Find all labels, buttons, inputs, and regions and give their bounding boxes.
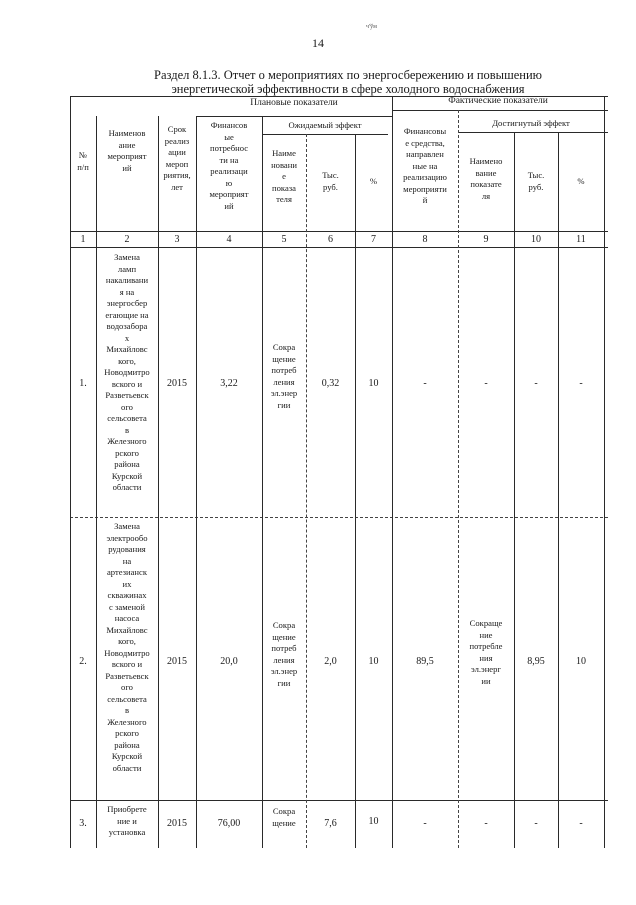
- col-number: 11: [576, 234, 586, 245]
- financing-value: 3,22: [220, 378, 238, 389]
- actual-thousand-rub-value: -: [534, 818, 538, 829]
- col-header-actual-percent: %: [577, 176, 585, 186]
- financing-value: 20,0: [220, 656, 238, 667]
- col-line-3: [196, 116, 197, 848]
- header-bottom-line: [70, 231, 608, 232]
- row-divider-2: [70, 800, 608, 801]
- col-number: 3: [174, 234, 180, 245]
- expected-effect-line: [262, 134, 388, 135]
- col-header-percent: %: [369, 176, 378, 186]
- thousand-rub-value: 2,0: [324, 656, 337, 667]
- col-header-actual-indicator: Наимено вание показате ля: [469, 156, 503, 201]
- measure-name: Приобрете ние и установка: [107, 804, 147, 837]
- col-number: 8: [422, 234, 428, 245]
- col-number: 2: [124, 234, 130, 245]
- page-number: 14: [312, 36, 324, 50]
- col-header-number: № п/п: [77, 150, 89, 172]
- actual-financing-value: -: [423, 378, 427, 389]
- actual-financing-value: -: [423, 818, 427, 829]
- indicator-name: Сокра щение: [272, 806, 296, 828]
- expected-effect-header: Ожидаемый эффект: [288, 120, 362, 130]
- actual-percent-value: -: [579, 818, 583, 829]
- financing-value: 76,00: [217, 818, 241, 829]
- col-line-2: [158, 116, 159, 848]
- col-number: 4: [226, 234, 232, 245]
- actual-percent-value: -: [579, 378, 583, 389]
- actual-thousand-rub-value: 8,95: [527, 656, 545, 667]
- achieved-effect-header: Достигнутый эффект: [492, 118, 570, 128]
- indicator-name: Сокра щение потреб ления эл.энер гии: [270, 620, 298, 688]
- title-line-1: Раздел 8.1.3. Отчет о мероприятиях по энергосбережению и повышению: [154, 68, 542, 82]
- col-header-actual-financing: Финансовы е средства, направлен ные на реализацию мероприяти й: [403, 126, 447, 205]
- col-number: 6: [328, 234, 333, 245]
- actual-percent-value: 10: [576, 656, 586, 667]
- actual-financing-value: 89,5: [416, 656, 434, 667]
- col-header-name: Наименов ание мероприят ий: [107, 128, 147, 173]
- actual-thousand-rub-value: -: [534, 378, 538, 389]
- col-line-0: [70, 96, 71, 848]
- achieved-effect-line: [458, 132, 608, 133]
- row-divider-1: [70, 517, 608, 518]
- col-header-financing: Финансов ые потребнос ти на реализаци ю мероприят ий: [209, 120, 249, 211]
- numbers-bottom-line: [70, 247, 608, 248]
- col-line-11: [604, 96, 605, 848]
- measure-name: Замена ламп накаливани я на энергосбер егающие на водозаборa х Михайловс кого, Новодмитро вского и Разветьевск ого сельсовета в Железного рского района Курской области: [104, 252, 150, 492]
- planned-subheader-line: [196, 116, 392, 117]
- col-number: 5: [281, 234, 287, 245]
- term-value: 2015: [167, 378, 187, 389]
- thousand-rub-value: 0,32: [321, 378, 340, 389]
- planned-indicators-header: Плановые показатели: [250, 98, 338, 108]
- col-header-term: Срок реализ ации мероп риятия, лет: [163, 124, 191, 192]
- indicator-name: Сокра щение потреб ления эл.энер гии: [270, 342, 298, 410]
- corner-mark: ч'ўм: [366, 24, 377, 30]
- col-number: 1: [80, 234, 86, 245]
- col-line-7: [392, 96, 393, 848]
- thousand-rub-value: 7,6: [324, 818, 337, 829]
- measure-name: Замена электрообо рудования на артезианск их скважинах с заменой насоса Михайловс кого, Новодмитро вского и Разветьевск ого сельсовета в Железного рского района Курской области: [104, 521, 150, 773]
- col-header-thousand-rub: Тыс. руб.: [322, 170, 339, 192]
- col-line-8: [458, 110, 459, 848]
- actual-subheader-line: [392, 110, 608, 111]
- col-number: 7: [371, 234, 376, 245]
- percent-value: 10: [368, 816, 379, 827]
- col-header-indicator: Наиме новани е показа теля: [271, 148, 297, 204]
- row-number: 3.: [79, 818, 87, 829]
- percent-value: 10: [368, 378, 379, 389]
- col-line-4: [262, 116, 263, 848]
- percent-value: 10: [368, 656, 379, 667]
- report-title: [88, 68, 608, 96]
- term-value: 2015: [167, 656, 187, 667]
- term-value: 2015: [167, 818, 187, 829]
- col-number: 9: [483, 234, 489, 245]
- col-header-actual-thousand-rub: Тыс. руб.: [527, 170, 545, 192]
- row-number: 2.: [79, 656, 87, 667]
- row-number: 1.: [79, 378, 87, 389]
- actual-indicator-name: -: [484, 378, 488, 389]
- actual-indicator-name: Сокраще ние потребле ния эл.энерг ии: [469, 618, 503, 686]
- title-line-2: энергетической эффективности в сфере холодного водоснабжения: [171, 82, 525, 96]
- actual-indicator-name: -: [484, 818, 488, 829]
- col-number: 10: [531, 234, 541, 245]
- actual-indicators-header: Фактические показатели: [448, 96, 548, 106]
